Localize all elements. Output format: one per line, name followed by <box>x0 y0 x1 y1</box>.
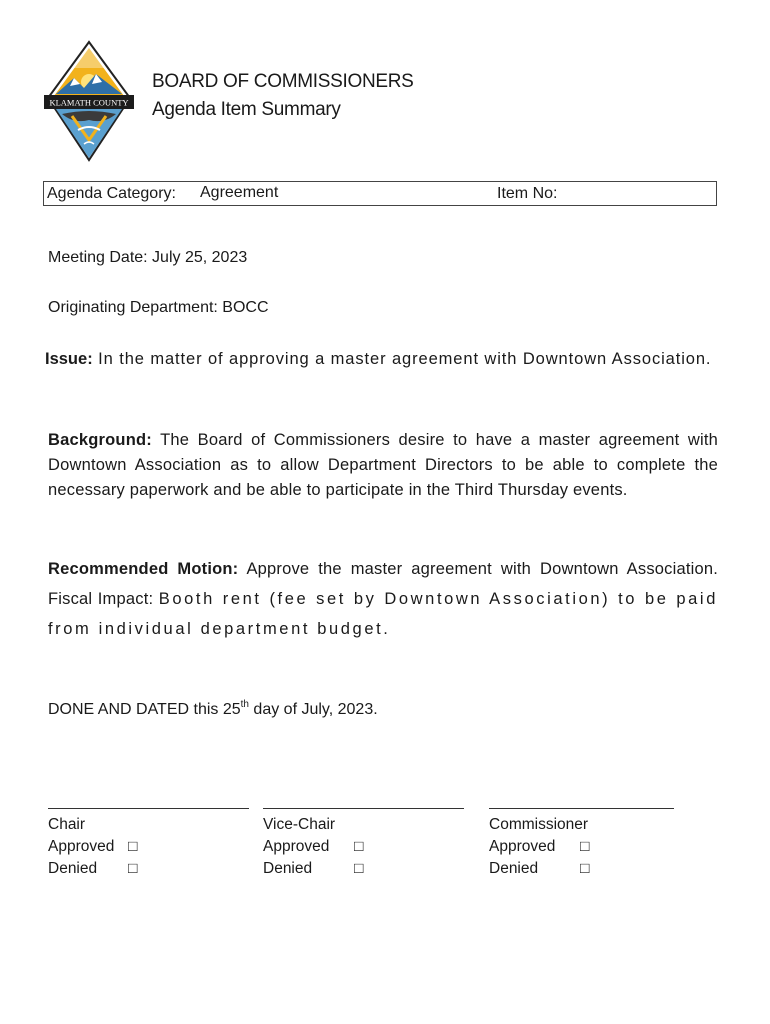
vice-chair-denied-checkbox[interactable]: □ <box>354 860 364 877</box>
issue-section <box>45 347 718 372</box>
done-dated-prefix: DONE AND DATED this 25 <box>48 701 241 718</box>
meeting-date: Meeting Date: July 25, 2023 <box>48 249 248 266</box>
denied-label: Denied <box>489 860 539 877</box>
commissioner-approved-checkbox[interactable]: □ <box>580 838 590 855</box>
page-subtitle: Agenda Item Summary <box>152 99 341 120</box>
recommended-motion-text: Approve the master agreement with Downtown Association. Fiscal Impact: <box>48 560 719 608</box>
vice-chair-signature-line[interactable] <box>263 808 464 809</box>
commissioner-signature-line[interactable] <box>489 808 674 809</box>
chair-denied-checkbox[interactable]: □ <box>128 860 138 877</box>
denied-label: Denied <box>263 860 313 877</box>
commissioner-denied-checkbox[interactable]: □ <box>580 860 590 877</box>
agenda-category-label: Agenda Category: <box>47 185 176 202</box>
signature-title: Vice-Chair <box>263 816 336 833</box>
signature-title: Commissioner <box>489 816 589 833</box>
recommended-motion-label: Recommended Motion: <box>48 560 239 578</box>
background-section <box>48 428 718 503</box>
done-dated-sup: th <box>240 699 249 710</box>
background-label: Background: <box>48 431 152 449</box>
klamath-county-logo <box>44 40 134 162</box>
item-no-label: Item No: <box>497 185 558 202</box>
denied-label: Denied <box>48 860 98 877</box>
chair-approved-checkbox[interactable]: □ <box>128 838 138 855</box>
vice-chair-approved-checkbox[interactable]: □ <box>354 838 364 855</box>
issue-text: In the matter of approving a master agreement with Downtown Association. <box>98 350 712 368</box>
logo-county-text: KLAMATH COUNTY <box>49 97 129 108</box>
originating-department: Originating Department: BOCC <box>48 299 269 316</box>
recommended-motion-section <box>48 554 718 644</box>
approved-label: Approved <box>489 838 556 855</box>
done-and-dated <box>48 701 378 719</box>
done-dated-suffix: day of July, 2023. <box>248 701 378 718</box>
approved-label: Approved <box>48 838 115 855</box>
agenda-category-box <box>43 181 717 206</box>
agenda-category-value[interactable]: Agreement <box>200 184 279 201</box>
vice-chair-signature-block <box>263 814 413 880</box>
chair-signature-line[interactable] <box>48 808 249 809</box>
page-title: BOARD OF COMMISSIONERS <box>152 71 414 92</box>
background-text: The Board of Commissioners desire to have a master agreement with Downtown Association as to allow Department Directors to be able to complete the necessary paperwork and be able to participate in the Third Thursday events. <box>48 431 718 499</box>
commissioner-signature-block <box>489 814 639 880</box>
signature-title: Chair <box>48 816 86 833</box>
fiscal-impact-text: Booth rent (fee set by Downtown Association) to be paid from individual department budget. <box>48 590 718 638</box>
approved-label: Approved <box>263 838 330 855</box>
chair-signature-block <box>48 814 198 880</box>
issue-label: Issue: <box>45 350 93 368</box>
